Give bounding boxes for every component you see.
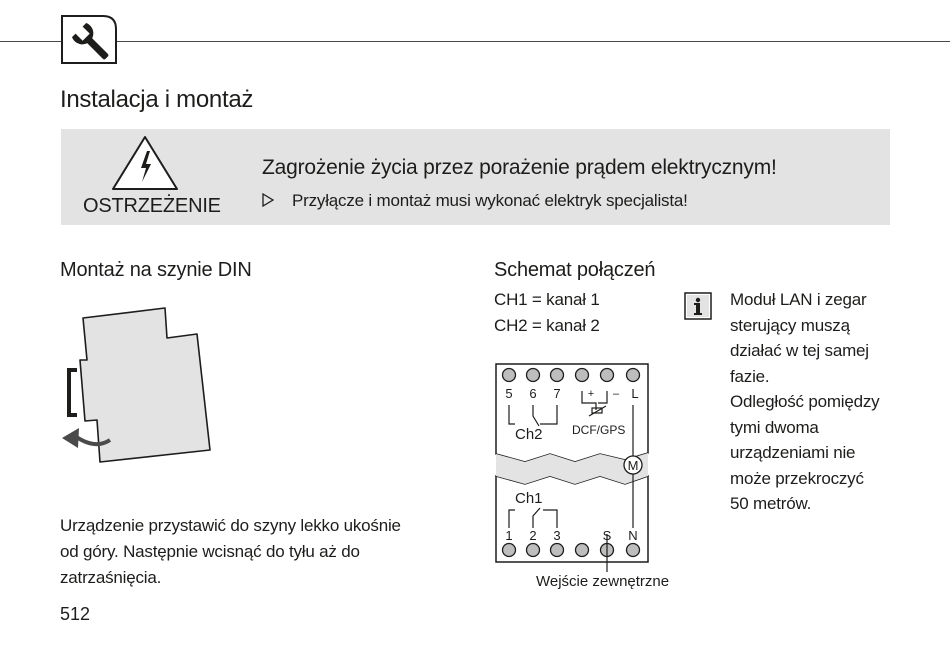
terminal-label: L (631, 386, 639, 401)
page-number: 512 (60, 604, 91, 624)
din-description (60, 513, 401, 591)
info-note-line: fazie. (730, 366, 770, 386)
triangle-bullet-icon (262, 193, 274, 207)
channel1-label: Ch1 (515, 490, 543, 507)
info-note-line: tymi dwoma (730, 417, 819, 437)
header-divider (0, 41, 950, 42)
din-section-title: Montaż na szynie DIN (60, 259, 252, 281)
terminal-label: 6 (529, 386, 537, 401)
warning-label: OSTRZEŻENIE (83, 195, 221, 217)
din-description-line: zatrzaśnięcia. (60, 568, 162, 587)
din-rail-mounting-illustration (55, 300, 225, 470)
info-note-line: 50 metrów. (730, 494, 812, 513)
info-note-line: Odległość pomiędzy (730, 392, 880, 411)
terminal-label: + (587, 388, 595, 400)
terminal-label: 5 (505, 386, 513, 401)
terminal-label: 3 (553, 528, 561, 543)
info-icon (684, 292, 712, 320)
info-note-line: może przekroczyć (730, 468, 864, 488)
terminal-label: S (602, 528, 612, 543)
channel2-label: Ch2 (515, 426, 543, 443)
info-note-line: sterujący muszą (730, 315, 850, 335)
warning-headline: Zagrożenie życia przez porażenie prądem elektrycznym! (262, 156, 777, 179)
channel-legend (494, 287, 600, 339)
terminal-label: 2 (529, 528, 537, 543)
info-note-line: Moduł LAN i zegar (730, 290, 867, 309)
motor-label: M (627, 458, 639, 473)
section-title: Instalacja i montaż (60, 86, 254, 113)
info-note (730, 287, 930, 517)
high-voltage-warning-icon (110, 134, 180, 192)
wiring-section-title: Schemat połączeń (494, 259, 656, 281)
terminal-label: 7 (553, 386, 561, 401)
wiring-diagram (490, 358, 690, 598)
dcf-gps-label: DCF/GPS (572, 423, 626, 437)
terminal-label: N (628, 528, 638, 543)
terminal-label: – (612, 388, 620, 400)
info-note-line: działać w tej samej (730, 341, 869, 360)
terminal-label: 1 (505, 528, 513, 543)
din-description-line: Urządzenie przystawić do szyny lekko ukośnie (60, 516, 401, 535)
wrench-icon (61, 15, 117, 64)
channel-legend-item: CH2 = kanał 2 (494, 316, 600, 335)
info-note-line: urządzeniami nie (730, 443, 856, 462)
channel-legend-item: CH1 = kanał 1 (494, 290, 600, 309)
din-description-line: od góry. Następnie wcisnąć do tyłu aż do (60, 542, 360, 561)
warning-instruction: Przyłącze i montaż musi wykonać elektryk specjalista! (292, 191, 688, 210)
external-input-label: Wejście zewnętrzne (536, 573, 670, 590)
